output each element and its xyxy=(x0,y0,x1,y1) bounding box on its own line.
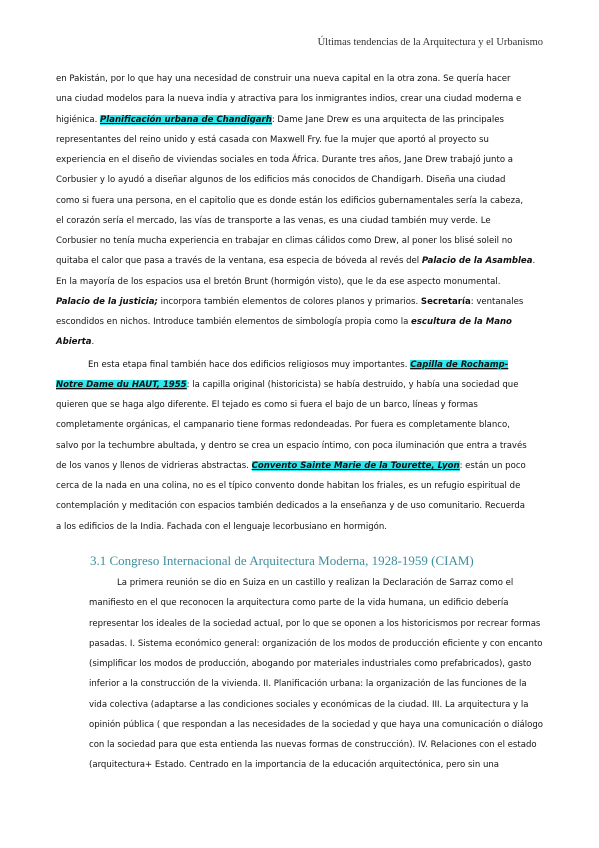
text-line: pasadas. I. Sistema económico general: organización de los modos de producción eficiente y con encanto xyxy=(89,638,543,649)
text-line: quieren que se haga algo diferente. El tejado es como si fuera el bajo de un barco, líneas y formas xyxy=(56,400,478,410)
bold-term: Secretaría xyxy=(420,296,471,307)
text-span: En esta etapa final también hace dos edificios religiosos muy importantes. xyxy=(88,359,411,370)
text-line xyxy=(56,312,544,332)
text-line: como si fuera una persona, en el capitolio que es donde están los edificios gubernamentales sería la cabeza, xyxy=(56,195,524,206)
text-line: en Pakistán, por lo que hay una necesidad de construir una nueva capital en la otra zona. Se quería hacer xyxy=(56,74,511,84)
text-line: salvo por la techumbre abultada, y dentro se crea un espacio íntimo, con poca iluminación que entra a través xyxy=(56,440,527,451)
highlighted-term: Notre Dame du HAUT, 1955 xyxy=(56,379,187,390)
text-line: La primera reunión se dio en Suiza en un castillo y realizan la Declaración de Sarraz como el xyxy=(117,578,514,588)
highlighted-term: Planificación urbana de Chandigarh xyxy=(100,114,272,125)
paragraph-ciam xyxy=(89,573,549,776)
text-line: Corbusier y lo ayudó a diseñar algunos de los edificios más conocidos de Chandigarh. Diseña una ciudad xyxy=(56,175,506,186)
text-line: contemplación y meditación con espacios también dedicados a la enseñanza y de uso comunitario. Recuerda xyxy=(56,501,526,512)
text-line: representantes del reino unido y está casada con Maxwell Fry. fue la mujer que aportó al proyecto su xyxy=(56,134,489,145)
text-line: a los edificios de la India. Fachada con el lenguaje lecorbusiano en hormigón. xyxy=(56,521,388,532)
text-span: : están un poco xyxy=(459,460,526,471)
section-heading: 3.1 Congreso Internacional de Arquitectura Moderna, 1928-1959 (CIAM) xyxy=(90,553,474,568)
text-line: Corbusier no tenía mucha experiencia en trabajar en climas cálidos como Drew, al poner los blisé soleil no xyxy=(56,236,513,246)
running-header: Últimas tendencias de la Arquitectura y el Urbanismo xyxy=(317,37,543,48)
text-line: vida colectiva (adaptarse a las condiciones sociales y económicas de la ciudad. III. La arquitectura y la xyxy=(89,699,529,710)
emphasis-term: Palacio de la justicia; xyxy=(56,296,158,307)
text-span: . xyxy=(91,337,95,348)
text-line: representar los ideales de la sociedad actual, por lo que se oponen a los historicismos por recrear formas xyxy=(89,618,541,629)
text-span: . xyxy=(532,256,536,267)
body-text xyxy=(56,69,544,537)
text-line: experiencia en el diseño de viviendas sociales en toda África. Durante tres años, Jane Drew trabajó junto a xyxy=(56,155,514,165)
text-line: (simplificar los modos de producción, abogando por materiales industriales como prefabricados), gasto xyxy=(89,659,532,669)
emphasis-term: Palacio de la Asamblea xyxy=(421,256,533,267)
highlighted-term: Capilla de Rochamp- xyxy=(410,359,509,370)
text-line xyxy=(56,332,544,352)
text-line: (arquitectura+ Estado. Centrado en la importancia de la educación arquitectónica, pero sin una xyxy=(89,760,500,771)
text-line xyxy=(56,375,544,395)
text-span: de los vanos y llenos de vidrieras abstractas. xyxy=(56,460,252,471)
text-line: manifiesto en el que reconocen la arquitectura como parte de la vida humana, un edificio debería xyxy=(89,598,509,609)
text-line: el corazón sería el mercado, las vías de transporte a las venas, es una ciudad también muy verde. Le xyxy=(56,215,491,226)
text-line: con la sociedad para que esta entienda las nuevas formas de construcción). IV. Relaciones con el estado xyxy=(89,740,537,750)
emphasis-term: Abierta xyxy=(56,337,92,348)
text-span: quitaba el calor que pasa a través de la ventana, esa especia de bóveda al revés del xyxy=(56,256,422,267)
text-span: escondidos en nichos. Introduce también elementos de simbología propia como la xyxy=(56,317,412,327)
text-span: : Dame Jane Drew es una arquitecta de las principales xyxy=(271,114,504,125)
text-line: opinión pública ( que respondan a las necesidades de la sociedad y que haya una comunicación o diálogo xyxy=(89,719,544,730)
text-line xyxy=(56,355,544,375)
text-line xyxy=(56,251,544,271)
text-span: : la capilla original (historicista) se había destruido, y había una sociedad que xyxy=(186,379,519,390)
paragraph-religious-buildings xyxy=(56,355,544,537)
text-line: cerca de la nada en una colina, no es el típico convento donde habitan los friales, es un refugio espiritual de xyxy=(56,481,521,491)
text-line: inferior a la construcción de la vivienda. II. Planificación urbana: la organización de las funciones de la xyxy=(89,679,527,690)
highlighted-term: Convento Sainte Marie de la Tourette, Lyon xyxy=(251,460,460,471)
text-span: higiénica. xyxy=(56,114,101,125)
paragraph-chandigarh xyxy=(56,69,544,353)
text-line xyxy=(56,292,544,312)
text-span: incorpora también elementos de colores planos y primarios. xyxy=(157,296,421,307)
emphasis-term: escultura de la Mano xyxy=(411,317,512,327)
text-line xyxy=(56,110,544,130)
text-line: completamente orgánicas, el campanario tiene formas redondeadas. Por fuera es completamente blanco, xyxy=(56,420,510,431)
text-line: En la mayoría de los espacios usa el bretón Brunt (hormigón visto), que le da ese aspecto monumental. xyxy=(56,276,501,287)
text-line xyxy=(56,456,544,476)
text-line: una ciudad modelos para la nueva india y atractiva para los inmigrantes indios, crear una ciudad moderna e xyxy=(56,94,522,105)
text-span: : ventanales xyxy=(470,296,524,307)
